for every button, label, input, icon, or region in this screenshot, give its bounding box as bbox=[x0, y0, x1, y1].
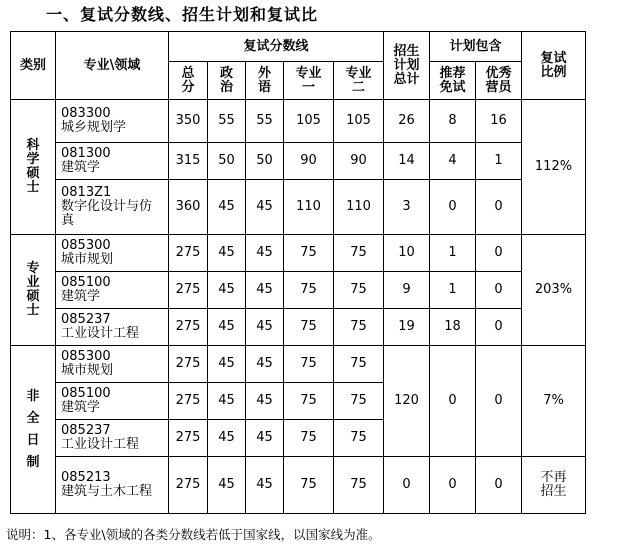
subject2-cell: 75 bbox=[334, 235, 384, 272]
subject2-cell: 75 bbox=[334, 383, 384, 420]
plan-cell: 10 bbox=[384, 235, 430, 272]
header-ratio: 复试比例 bbox=[522, 32, 586, 100]
subject1-cell: 105 bbox=[284, 100, 334, 143]
header-foreign: 外语 bbox=[246, 62, 284, 100]
exempt-cell: 1 bbox=[430, 235, 476, 272]
camp-cell: 0 bbox=[476, 272, 522, 309]
table-row bbox=[11, 100, 586, 143]
camp-cell: 0 bbox=[476, 180, 522, 235]
camp-cell: 1 bbox=[476, 143, 522, 180]
total-cell: 275 bbox=[169, 420, 208, 457]
foreign-cell: 45 bbox=[246, 272, 284, 309]
subject2-cell: 75 bbox=[334, 309, 384, 346]
subject1-cell: 75 bbox=[284, 420, 334, 457]
table-row bbox=[11, 346, 586, 383]
major-cell: 0813Z1 数字化设计与仿真 bbox=[56, 180, 169, 235]
table-row bbox=[11, 457, 586, 514]
major-cell: 085100 建筑学 bbox=[56, 383, 169, 420]
politics-cell: 50 bbox=[208, 143, 246, 180]
plan-cell: 14 bbox=[384, 143, 430, 180]
ratio-professional: 203% bbox=[522, 235, 586, 346]
category-part-time: 非全日制 bbox=[11, 346, 56, 514]
total-cell: 315 bbox=[169, 143, 208, 180]
score-table bbox=[10, 31, 586, 514]
total-cell: 360 bbox=[169, 180, 208, 235]
camp-merged-cell: 0 bbox=[476, 346, 522, 457]
exempt-cell: 0 bbox=[430, 457, 476, 514]
header-plan-total: 招生计划总计 bbox=[384, 32, 430, 100]
politics-cell: 45 bbox=[208, 346, 246, 383]
foreign-cell: 45 bbox=[246, 383, 284, 420]
plan-cell: 0 bbox=[384, 457, 430, 514]
total-cell: 275 bbox=[169, 272, 208, 309]
subject2-cell: 90 bbox=[334, 143, 384, 180]
total-cell: 275 bbox=[169, 309, 208, 346]
ratio-no-admission: 不再招生 bbox=[522, 457, 586, 514]
politics-cell: 45 bbox=[208, 420, 246, 457]
subject2-cell: 75 bbox=[334, 272, 384, 309]
exempt-cell: 0 bbox=[430, 180, 476, 235]
subject1-cell: 75 bbox=[284, 235, 334, 272]
subject1-cell: 90 bbox=[284, 143, 334, 180]
exempt-cell: 1 bbox=[430, 272, 476, 309]
header-camp: 优秀营员 bbox=[476, 62, 522, 100]
foreign-cell: 45 bbox=[246, 457, 284, 514]
politics-cell: 45 bbox=[208, 309, 246, 346]
subject1-cell: 75 bbox=[284, 272, 334, 309]
subject2-cell: 110 bbox=[334, 180, 384, 235]
plan-cell: 9 bbox=[384, 272, 430, 309]
major-cell: 083300 城乡规划学 bbox=[56, 100, 169, 143]
subject1-cell: 75 bbox=[284, 457, 334, 514]
plan-merged-cell: 120 bbox=[384, 346, 430, 457]
camp-cell: 0 bbox=[476, 457, 522, 514]
major-cell: 081300 建筑学 bbox=[56, 143, 169, 180]
politics-cell: 45 bbox=[208, 180, 246, 235]
major-cell: 085237 工业设计工程 bbox=[56, 309, 169, 346]
header-scores-group: 复试分数线 bbox=[169, 32, 384, 62]
ratio-academic: 112% bbox=[522, 100, 586, 235]
header-total: 总分 bbox=[169, 62, 208, 100]
subject1-cell: 75 bbox=[284, 383, 334, 420]
camp-cell: 0 bbox=[476, 235, 522, 272]
total-cell: 275 bbox=[169, 346, 208, 383]
category-academic: 科学硕士 bbox=[11, 100, 56, 235]
subject2-cell: 105 bbox=[334, 100, 384, 143]
table-row bbox=[11, 309, 586, 346]
plan-cell: 19 bbox=[384, 309, 430, 346]
camp-cell: 0 bbox=[476, 309, 522, 346]
exempt-cell: 18 bbox=[430, 309, 476, 346]
table-row bbox=[11, 180, 586, 235]
foreign-cell: 45 bbox=[246, 346, 284, 383]
exempt-cell: 8 bbox=[430, 100, 476, 143]
table-row bbox=[11, 272, 586, 309]
politics-cell: 45 bbox=[208, 272, 246, 309]
table-row bbox=[11, 235, 586, 272]
total-cell: 275 bbox=[169, 383, 208, 420]
major-cell: 085213 建筑与土木工程 bbox=[56, 457, 169, 514]
ratio-part-time: 7% bbox=[522, 346, 586, 457]
header-exempt: 推荐免试 bbox=[430, 62, 476, 100]
major-cell: 085237 工业设计工程 bbox=[56, 420, 169, 457]
total-cell: 275 bbox=[169, 235, 208, 272]
subject1-cell: 75 bbox=[284, 309, 334, 346]
header-plan-group: 计划包含 bbox=[430, 32, 522, 62]
exempt-cell: 4 bbox=[430, 143, 476, 180]
plan-cell: 26 bbox=[384, 100, 430, 143]
header-category: 类别 bbox=[11, 32, 56, 100]
subject2-cell: 75 bbox=[334, 346, 384, 383]
politics-cell: 45 bbox=[208, 457, 246, 514]
politics-cell: 45 bbox=[208, 235, 246, 272]
foreign-cell: 45 bbox=[246, 180, 284, 235]
header-subject-1: 专业一 bbox=[284, 62, 334, 100]
header-major: 专业\领域 bbox=[56, 32, 169, 100]
header-subject-2: 专业二 bbox=[334, 62, 384, 100]
total-cell: 350 bbox=[169, 100, 208, 143]
subject1-cell: 75 bbox=[284, 346, 334, 383]
foreign-cell: 45 bbox=[246, 235, 284, 272]
header-politics: 政治 bbox=[208, 62, 246, 100]
section-title: 一、复试分数线、招生计划和复试比 bbox=[46, 5, 319, 24]
major-cell: 085300 城市规划 bbox=[56, 346, 169, 383]
major-cell: 085100 建筑学 bbox=[56, 272, 169, 309]
total-cell: 275 bbox=[169, 457, 208, 514]
table-row bbox=[11, 143, 586, 180]
politics-cell: 45 bbox=[208, 383, 246, 420]
subject2-cell: 75 bbox=[334, 420, 384, 457]
subject1-cell: 110 bbox=[284, 180, 334, 235]
major-cell: 085300 城市规划 bbox=[56, 235, 169, 272]
foreign-cell: 55 bbox=[246, 100, 284, 143]
footnote: 说明：1、各专业\领域的各类分数线若低于国家线，以国家线为准。 bbox=[6, 527, 381, 542]
subject2-cell: 75 bbox=[334, 457, 384, 514]
camp-cell: 16 bbox=[476, 100, 522, 143]
plan-cell: 3 bbox=[384, 180, 430, 235]
category-professional: 专业硕士 bbox=[11, 235, 56, 346]
exempt-merged-cell: 0 bbox=[430, 346, 476, 457]
politics-cell: 55 bbox=[208, 100, 246, 143]
foreign-cell: 45 bbox=[246, 309, 284, 346]
foreign-cell: 50 bbox=[246, 143, 284, 180]
foreign-cell: 45 bbox=[246, 420, 284, 457]
